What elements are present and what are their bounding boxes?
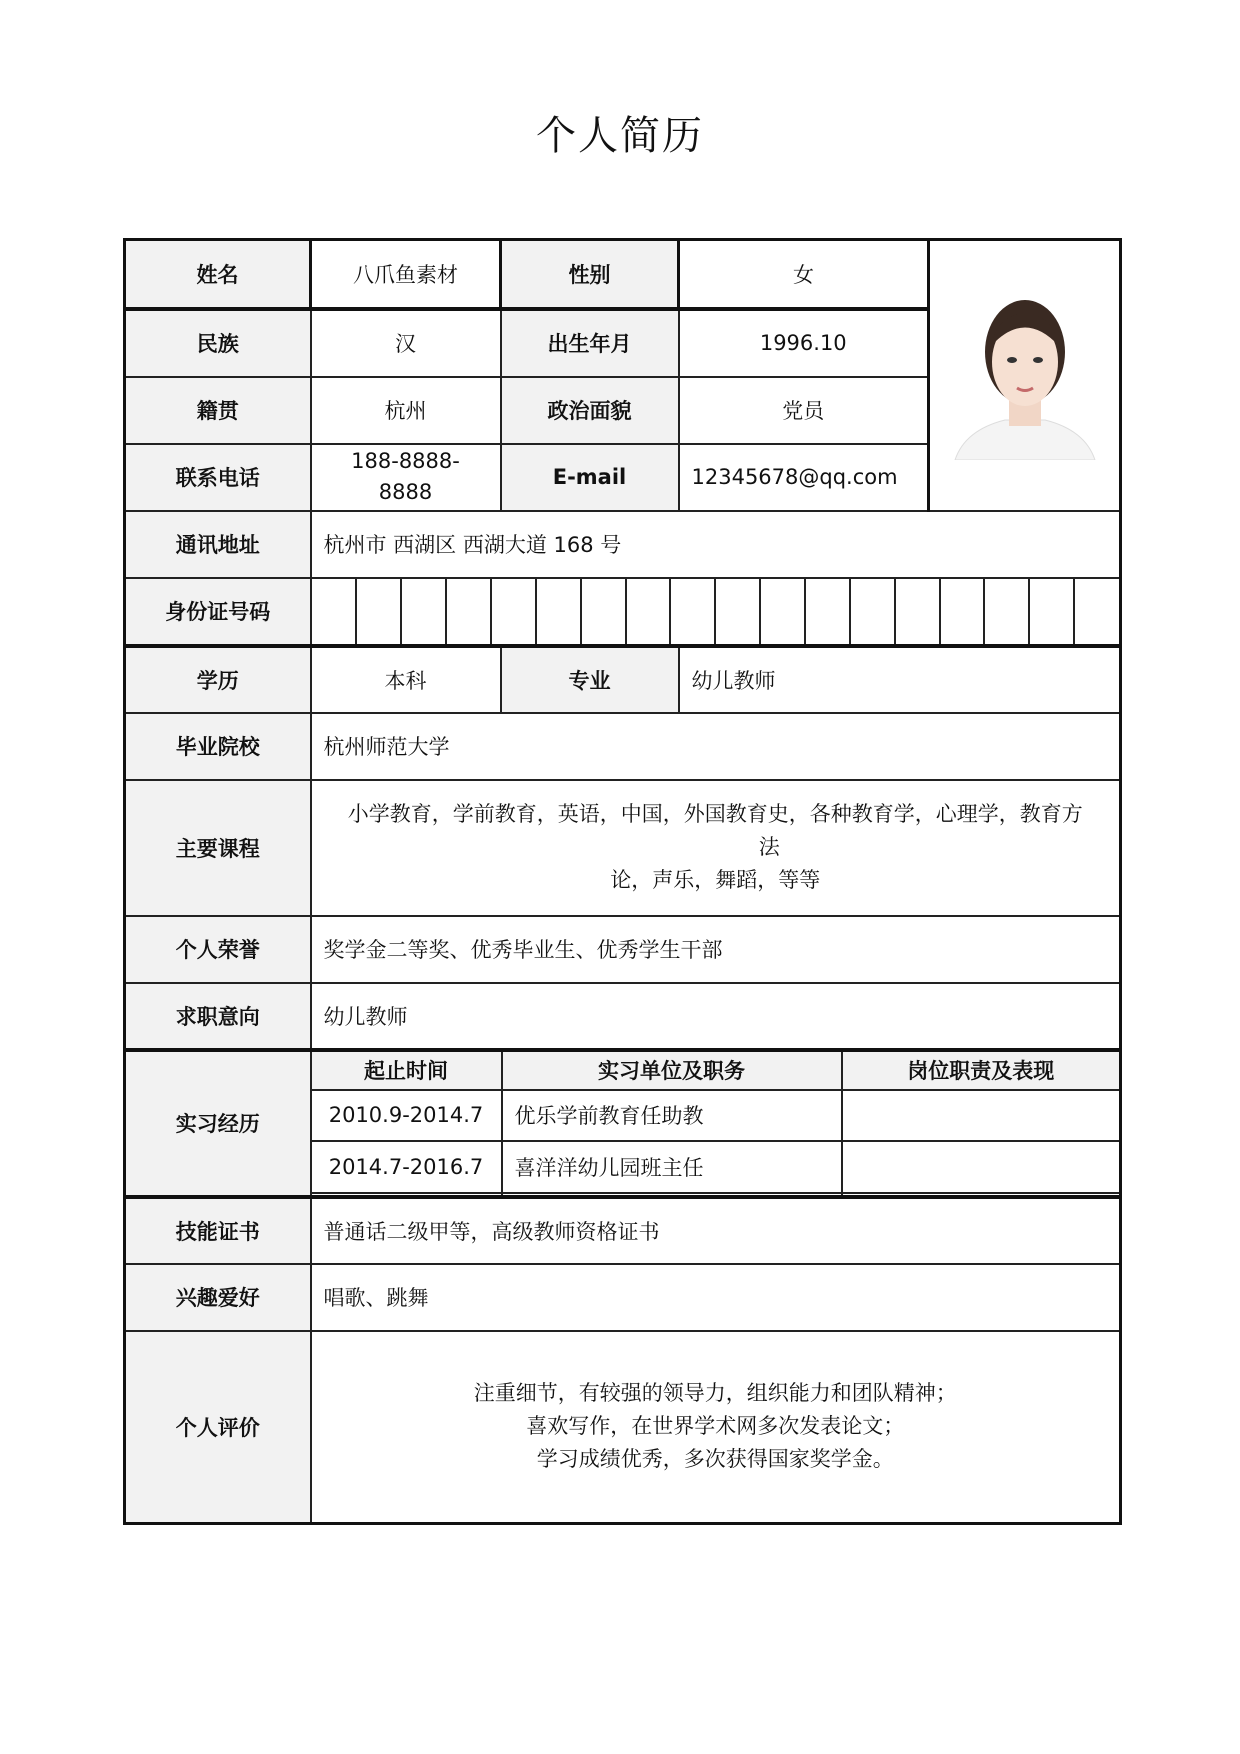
internship-duties	[842, 1193, 1120, 1195]
school-value: 杭州师范大学	[311, 713, 1121, 780]
id-digit-cell	[940, 579, 985, 644]
address-value: 杭州市 西湖区 西湖大道 168 号	[311, 511, 1121, 578]
id-digit-cell	[805, 579, 850, 644]
political-value: 党员	[679, 377, 929, 444]
intent-label: 求职意向	[125, 983, 311, 1050]
internship-unit	[502, 1193, 842, 1195]
internship-duties	[842, 1090, 1120, 1142]
id-digit-cell	[1074, 579, 1119, 644]
email-label: E-mail	[501, 444, 679, 511]
table-row	[312, 1090, 1120, 1142]
hometown-label: 籍贯	[125, 377, 311, 444]
id-digit-cell	[491, 579, 536, 644]
phone-line-1: 188-8888-	[351, 449, 460, 473]
internship-period: 2010.9-2014.7	[312, 1090, 502, 1142]
honors-value: 奖学金二等奖、优秀毕业生、优秀学生干部	[311, 916, 1121, 983]
phone-label: 联系电话	[125, 444, 311, 511]
photo-cell	[929, 240, 1121, 511]
phone-line-2: 8888	[378, 480, 433, 504]
gender-label: 性别	[501, 240, 679, 309]
internship-period: 2014.7-2016.7	[312, 1141, 502, 1193]
ethnicity-value: 汉	[311, 309, 501, 377]
internship-duties	[842, 1141, 1120, 1193]
id-number-cells	[311, 578, 1121, 646]
email-value: 12345678@qq.com	[679, 444, 929, 511]
internship-header-period: 起止时间	[312, 1052, 502, 1090]
id-digit-cell	[626, 579, 671, 644]
hometown-value: 杭州	[311, 377, 501, 444]
name-label: 姓名	[125, 240, 311, 309]
internship-header-duties: 岗位职责及表现	[842, 1052, 1120, 1090]
id-digit-cell	[536, 579, 581, 644]
id-label: 身份证号码	[125, 578, 311, 646]
school-label: 毕业院校	[125, 713, 311, 780]
internship-period	[312, 1193, 502, 1195]
birth-value: 1996.10	[679, 309, 929, 377]
skills-value: 普通话二级甲等，高级教师资格证书	[311, 1197, 1121, 1264]
gender-value: 女	[679, 240, 929, 309]
id-digit-cell	[715, 579, 760, 644]
phone-value	[311, 444, 501, 511]
internship-header-unit: 实习单位及职务	[502, 1052, 842, 1090]
id-digit-cell	[760, 579, 805, 644]
self-eval-line: 喜欢写作，在世界学术网多次发表论文；	[526, 1414, 905, 1439]
id-digit-cell	[984, 579, 1029, 644]
courses-label: 主要课程	[125, 780, 311, 916]
id-digit-cell	[356, 579, 401, 644]
courses-line-2: 法	[758, 835, 780, 859]
id-digit-cell	[401, 579, 446, 644]
courses-line-3: 论，声乐，舞蹈，等等	[610, 868, 821, 892]
profile-photo	[930, 290, 1119, 460]
self-eval-line: 学习成绩优秀，多次获得国家奖学金。	[536, 1447, 894, 1472]
portrait-image	[945, 290, 1105, 460]
id-digit-cell	[850, 579, 895, 644]
id-digit-cell	[581, 579, 626, 644]
birth-label: 出生年月	[501, 309, 679, 377]
degree-label: 学历	[125, 646, 311, 713]
skills-label: 技能证书	[125, 1197, 311, 1264]
ethnicity-label: 民族	[125, 309, 311, 377]
major-value: 幼儿教师	[679, 646, 1121, 713]
intent-value: 幼儿教师	[311, 983, 1121, 1050]
degree-value: 本科	[311, 646, 501, 713]
page-title: 个人简历	[536, 113, 704, 159]
self-eval-value	[311, 1331, 1121, 1524]
id-digit-cell	[670, 579, 715, 644]
id-digit-cell	[312, 579, 357, 644]
honors-label: 个人荣誉	[125, 916, 311, 983]
resume-table	[123, 238, 1122, 1525]
major-label: 专业	[501, 646, 679, 713]
political-label: 政治面貌	[501, 377, 679, 444]
id-digit-cell	[446, 579, 491, 644]
internship-unit: 优乐学前教育任助教	[502, 1090, 842, 1142]
internship-unit: 喜洋洋幼儿园班主任	[502, 1141, 842, 1193]
hobbies-label: 兴趣爱好	[125, 1264, 311, 1331]
internship-table-cell	[311, 1050, 1121, 1197]
courses-line-1: 小学教育，学前教育，英语，中国，外国教育史，各种教育学，心理学，教育方	[347, 802, 1083, 826]
internship-label: 实习经历	[125, 1050, 311, 1197]
id-digit-cell	[1029, 579, 1074, 644]
self-eval-label: 个人评价	[125, 1331, 311, 1524]
courses-value	[311, 780, 1121, 916]
self-eval-line: 注重细节，有较强的领导力，组织能力和团队精神；	[473, 1381, 957, 1406]
address-label: 通讯地址	[125, 511, 311, 578]
name-value: 八爪鱼素材	[311, 240, 501, 309]
hobbies-value: 唱歌、跳舞	[311, 1264, 1121, 1331]
table-row	[312, 1193, 1120, 1195]
table-row	[312, 1141, 1120, 1193]
id-digit-cell	[895, 579, 940, 644]
internship-table	[312, 1052, 1120, 1195]
